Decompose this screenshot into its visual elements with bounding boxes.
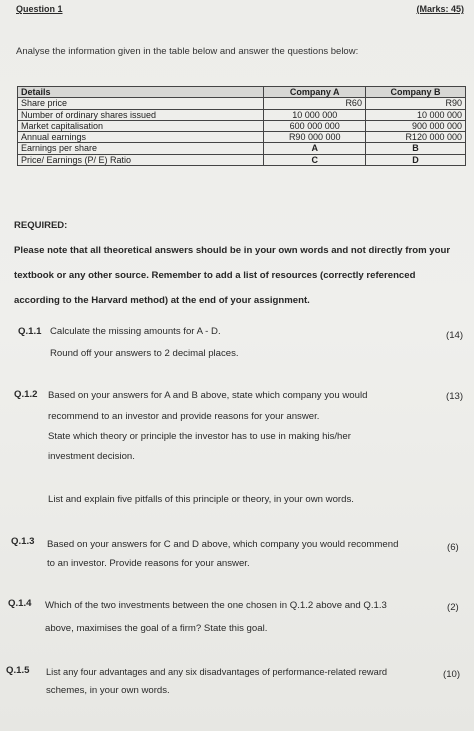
required-heading: REQUIRED: (14, 220, 68, 231)
question-header (16, 4, 464, 18)
table-cell-company-a: R60 (264, 98, 365, 109)
question-text-line: Based on your answers for C and D above, which company you would recommend (47, 539, 399, 550)
table-cell-company-a: 10 000 000 (264, 109, 365, 120)
table-cell-company-b: R120 000 000 (365, 132, 465, 143)
table-cell-detail: Earnings per share (18, 143, 264, 154)
note-line: Please note that all theoretical answers should be in your own words and not directly from your (14, 245, 451, 256)
question-marks: (6) (447, 542, 459, 553)
question-text-line: above, maximises the goal of a firm? State this goal. (45, 623, 268, 634)
question-text-line: List any four advantages and any six disadvantages of performance-related reward (46, 667, 388, 677)
question-marks: (10) (443, 669, 461, 680)
question-marks: (13) (446, 391, 464, 402)
table-cell-company-a: 600 000 000 (264, 120, 365, 131)
note-line: textbook or any other source. Remember to add a list of resources (correctly referenced (14, 270, 416, 281)
question-marks: (14) (446, 330, 464, 341)
note-line: according to the Harvard method) at the end of your assignment. (14, 295, 310, 306)
table-cell-detail: Number of ordinary shares issued (18, 109, 264, 120)
question-number: Q.1.1 (18, 326, 42, 337)
question-marks: (2) (447, 602, 459, 613)
question-text-line: schemes, in your own words. (46, 685, 170, 696)
question-text-line: Which of the two investments between the one chosen in Q.1.2 above and Q.1.3 (45, 600, 387, 611)
question-text-line: Round off your answers to 2 decimal places. (50, 348, 239, 359)
table-row (18, 109, 466, 120)
intro-text: Analyse the information given in the table below and answer the questions below: (16, 46, 359, 57)
table-header-details: Details (18, 87, 264, 98)
question-text-line: Based on your answers for A and B above, state which company you would (48, 390, 368, 401)
table-cell-company-a: A (264, 143, 365, 154)
table-cell-company-b: R90 (365, 98, 465, 109)
table-cell-company-b: 10 000 000 (365, 109, 465, 120)
table-header-company-b: Company B (365, 87, 465, 98)
table-row (18, 120, 466, 131)
question-text-line: State which theory or principle the investor has to use in making his/her (48, 431, 351, 442)
table-row (18, 143, 466, 154)
question-title: Question 1 (16, 4, 63, 14)
table-row (18, 154, 466, 165)
required-note (14, 238, 470, 313)
question-text-line: to an investor. Provide reasons for your answer. (47, 558, 250, 569)
question-text-line: recommend to an investor and provide reasons for your answer. (48, 411, 320, 422)
question-text-line: List and explain five pitfalls of this principle or theory, in your own words. (48, 494, 354, 505)
question-text-line: investment decision. (48, 451, 135, 462)
question-number: Q.1.5 (6, 665, 30, 676)
table-cell-company-b: 900 000 000 (365, 120, 465, 131)
company-data-table (17, 86, 466, 166)
question-number: Q.1.4 (8, 598, 32, 609)
table-cell-detail: Market capitalisation (18, 120, 264, 131)
question-text-line: Calculate the missing amounts for A - D. (50, 326, 221, 337)
table-row (18, 98, 466, 109)
table-header-company-a: Company A (264, 87, 365, 98)
table-cell-detail: Share price (18, 98, 264, 109)
table-cell-detail: Price/ Earnings (P/ E) Ratio (18, 154, 264, 165)
table-cell-company-a: C (264, 154, 365, 165)
table-cell-company-a: R90 000 000 (264, 132, 365, 143)
table-row (18, 132, 466, 143)
question-number: Q.1.3 (11, 536, 35, 547)
question-number: Q.1.2 (14, 389, 38, 400)
table-cell-company-b: D (365, 154, 465, 165)
total-marks: (Marks: 45) (416, 4, 464, 14)
table-cell-company-b: B (365, 143, 465, 154)
table-header-row (18, 87, 466, 98)
table-cell-detail: Annual earnings (18, 132, 264, 143)
